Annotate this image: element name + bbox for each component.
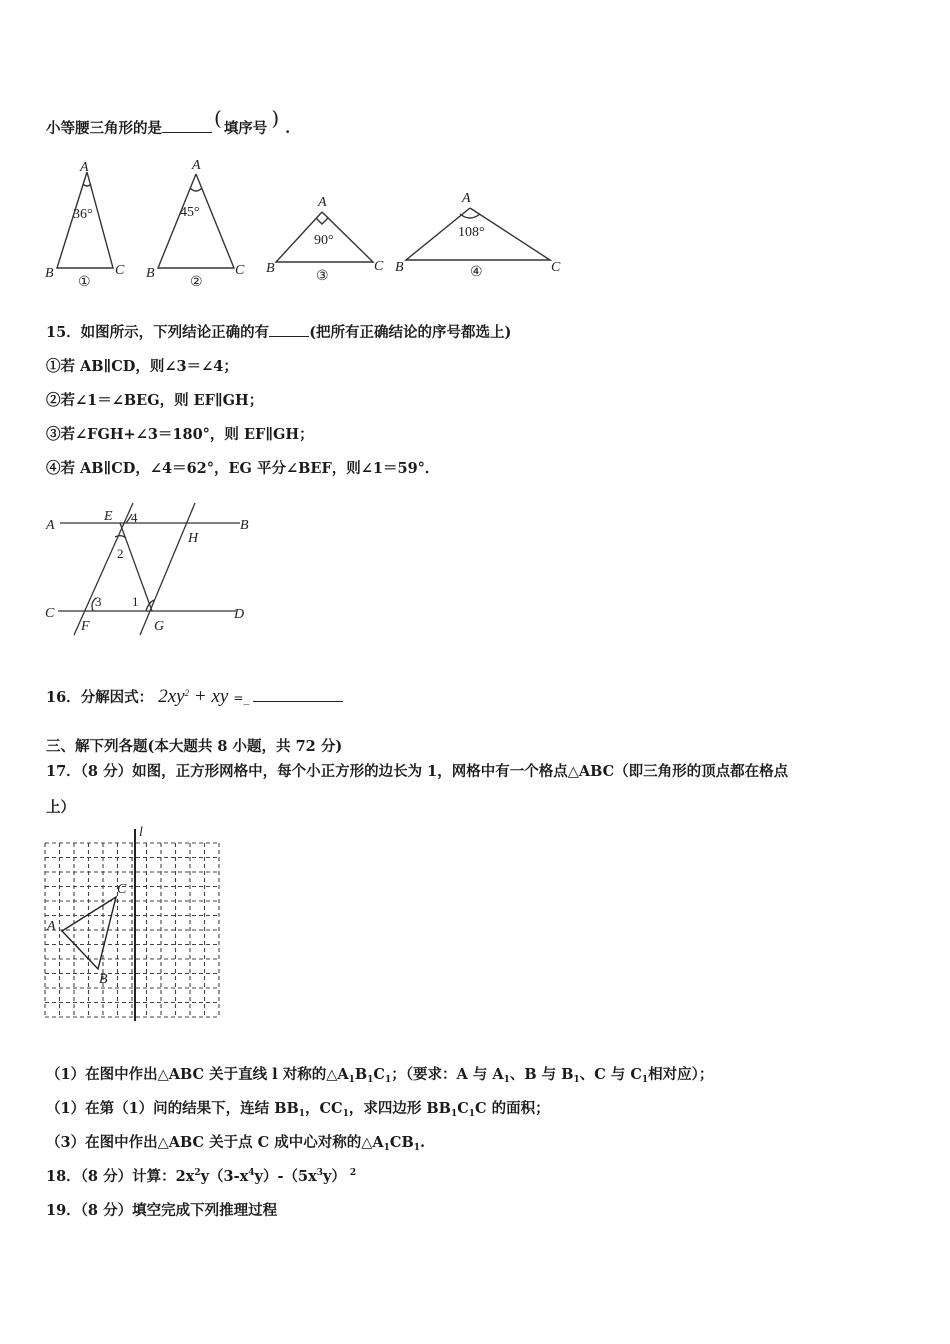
label-A: A <box>47 919 56 934</box>
q17-part-2: （1）在第（1）问的结果下，连结 $BB_1$，$CC_1$，求四边形 $BB_1C_1C$ 的面积； <box>46 1100 550 1119</box>
tri1-B: B <box>45 266 54 281</box>
label-F: F <box>81 619 90 634</box>
q17-part-1: （1）在图中作出△ABC 关于直线 l 对称的$\triangle A_1B_1C_1$；（要求：A 与 $A_1$、B 与 $B_1$、C 与 $C_1$相对应）； <box>46 1066 714 1085</box>
label-E: E <box>104 509 113 524</box>
equals-sign: =_ <box>233 691 250 705</box>
angle-1-label: 1 <box>132 594 139 609</box>
q17-part-3: （3）在图中作出△ABC 关于点 C 成中心对称的$\triangle A_1CB_1$. <box>46 1134 426 1153</box>
tri2-B: B <box>146 266 155 281</box>
label-l: l <box>139 825 143 840</box>
label-B: B <box>240 518 249 533</box>
tri4-A: A <box>462 191 471 206</box>
q15-option-2: ②若∠1＝∠BEG，则 EF∥GH； <box>46 392 264 409</box>
dashed-grid <box>45 843 219 1017</box>
label-H: H <box>188 531 199 546</box>
tri1-label: ① <box>78 275 91 290</box>
label-C: C <box>45 606 55 621</box>
angle-3-label: 3 <box>95 594 102 609</box>
q19-stem: 19．（8 分）填空完成下列推理过程 <box>46 1202 278 1219</box>
tri3-B: B <box>266 261 275 276</box>
tri3-label: ③ <box>316 269 329 284</box>
tri1-A: A <box>80 160 89 175</box>
tri2-A: A <box>192 158 201 173</box>
tri3-A: A <box>318 195 327 210</box>
tri1-angle: 36° <box>73 207 93 222</box>
q15-parallel-lines-figure <box>40 500 270 640</box>
label-B: B <box>99 972 108 987</box>
tri2-C: C <box>235 263 245 278</box>
label-G: G <box>154 619 165 634</box>
tri2-angle: 45° <box>180 205 200 220</box>
tri4-angle: 108° <box>458 225 485 240</box>
q18-stem: 18．（8 分）计算：$2x^2y(3-x^4y)-(5x^3y)$ $^2$ <box>46 1168 357 1185</box>
tri2-label: ② <box>190 275 203 290</box>
tri3-C: C <box>374 259 384 274</box>
q15-stem: 15．如图所示，下列结论正确的有 (把所有正确结论的序号都选上) <box>46 324 512 341</box>
tri4-B: B <box>395 260 404 275</box>
tri1-C: C <box>115 263 125 278</box>
angle-2-label: 2 <box>117 546 124 561</box>
tri4-C: C <box>551 260 561 275</box>
section-3-title: 三、解下列各题(本大题共 8 小题，共 72 分) <box>46 738 343 755</box>
paren-open: ( <box>214 106 222 130</box>
tri4-label: ④ <box>470 265 483 280</box>
q14-triangles-figure <box>40 150 570 295</box>
q17-grid-figure <box>40 825 232 1027</box>
q16-expression: $2xy^2$ + xy <box>158 686 229 707</box>
angle-4-label: 4 <box>131 510 138 525</box>
label-C: C <box>117 882 127 897</box>
triangle-2 <box>158 174 234 268</box>
q15-option-3: ③若∠FGH+∠3＝180°，则 EF∥GH； <box>46 426 314 443</box>
label-A: A <box>46 518 55 533</box>
label-D: D <box>234 607 245 622</box>
q14-stem: 小等腰三角形的是 ( 填序号 ) . <box>46 106 291 137</box>
paren-close: ) <box>271 106 280 130</box>
answer-blank[interactable] <box>269 336 309 337</box>
q16-stem: 16．分解因式： $2xy^2$ + xy =_ <box>46 686 343 708</box>
answer-blank[interactable] <box>253 701 343 702</box>
q17-stem-line-1: 17．（8 分）如图，正方形网格中，每个小正方形的边长为 1，网格中有一个格点△ABC（即三角形的顶点都在格点 <box>46 763 789 780</box>
tri3-angle: 90° <box>314 233 334 248</box>
q15-option-4: ④若 AB∥CD，∠4＝62°，EG 平分∠BEF，则∠1＝59°． <box>46 460 440 477</box>
answer-blank[interactable] <box>162 132 212 133</box>
q15-option-1: ①若 AB∥CD，则∠3＝∠4； <box>46 358 238 375</box>
q17-stem-line-2: 上） <box>46 799 75 816</box>
